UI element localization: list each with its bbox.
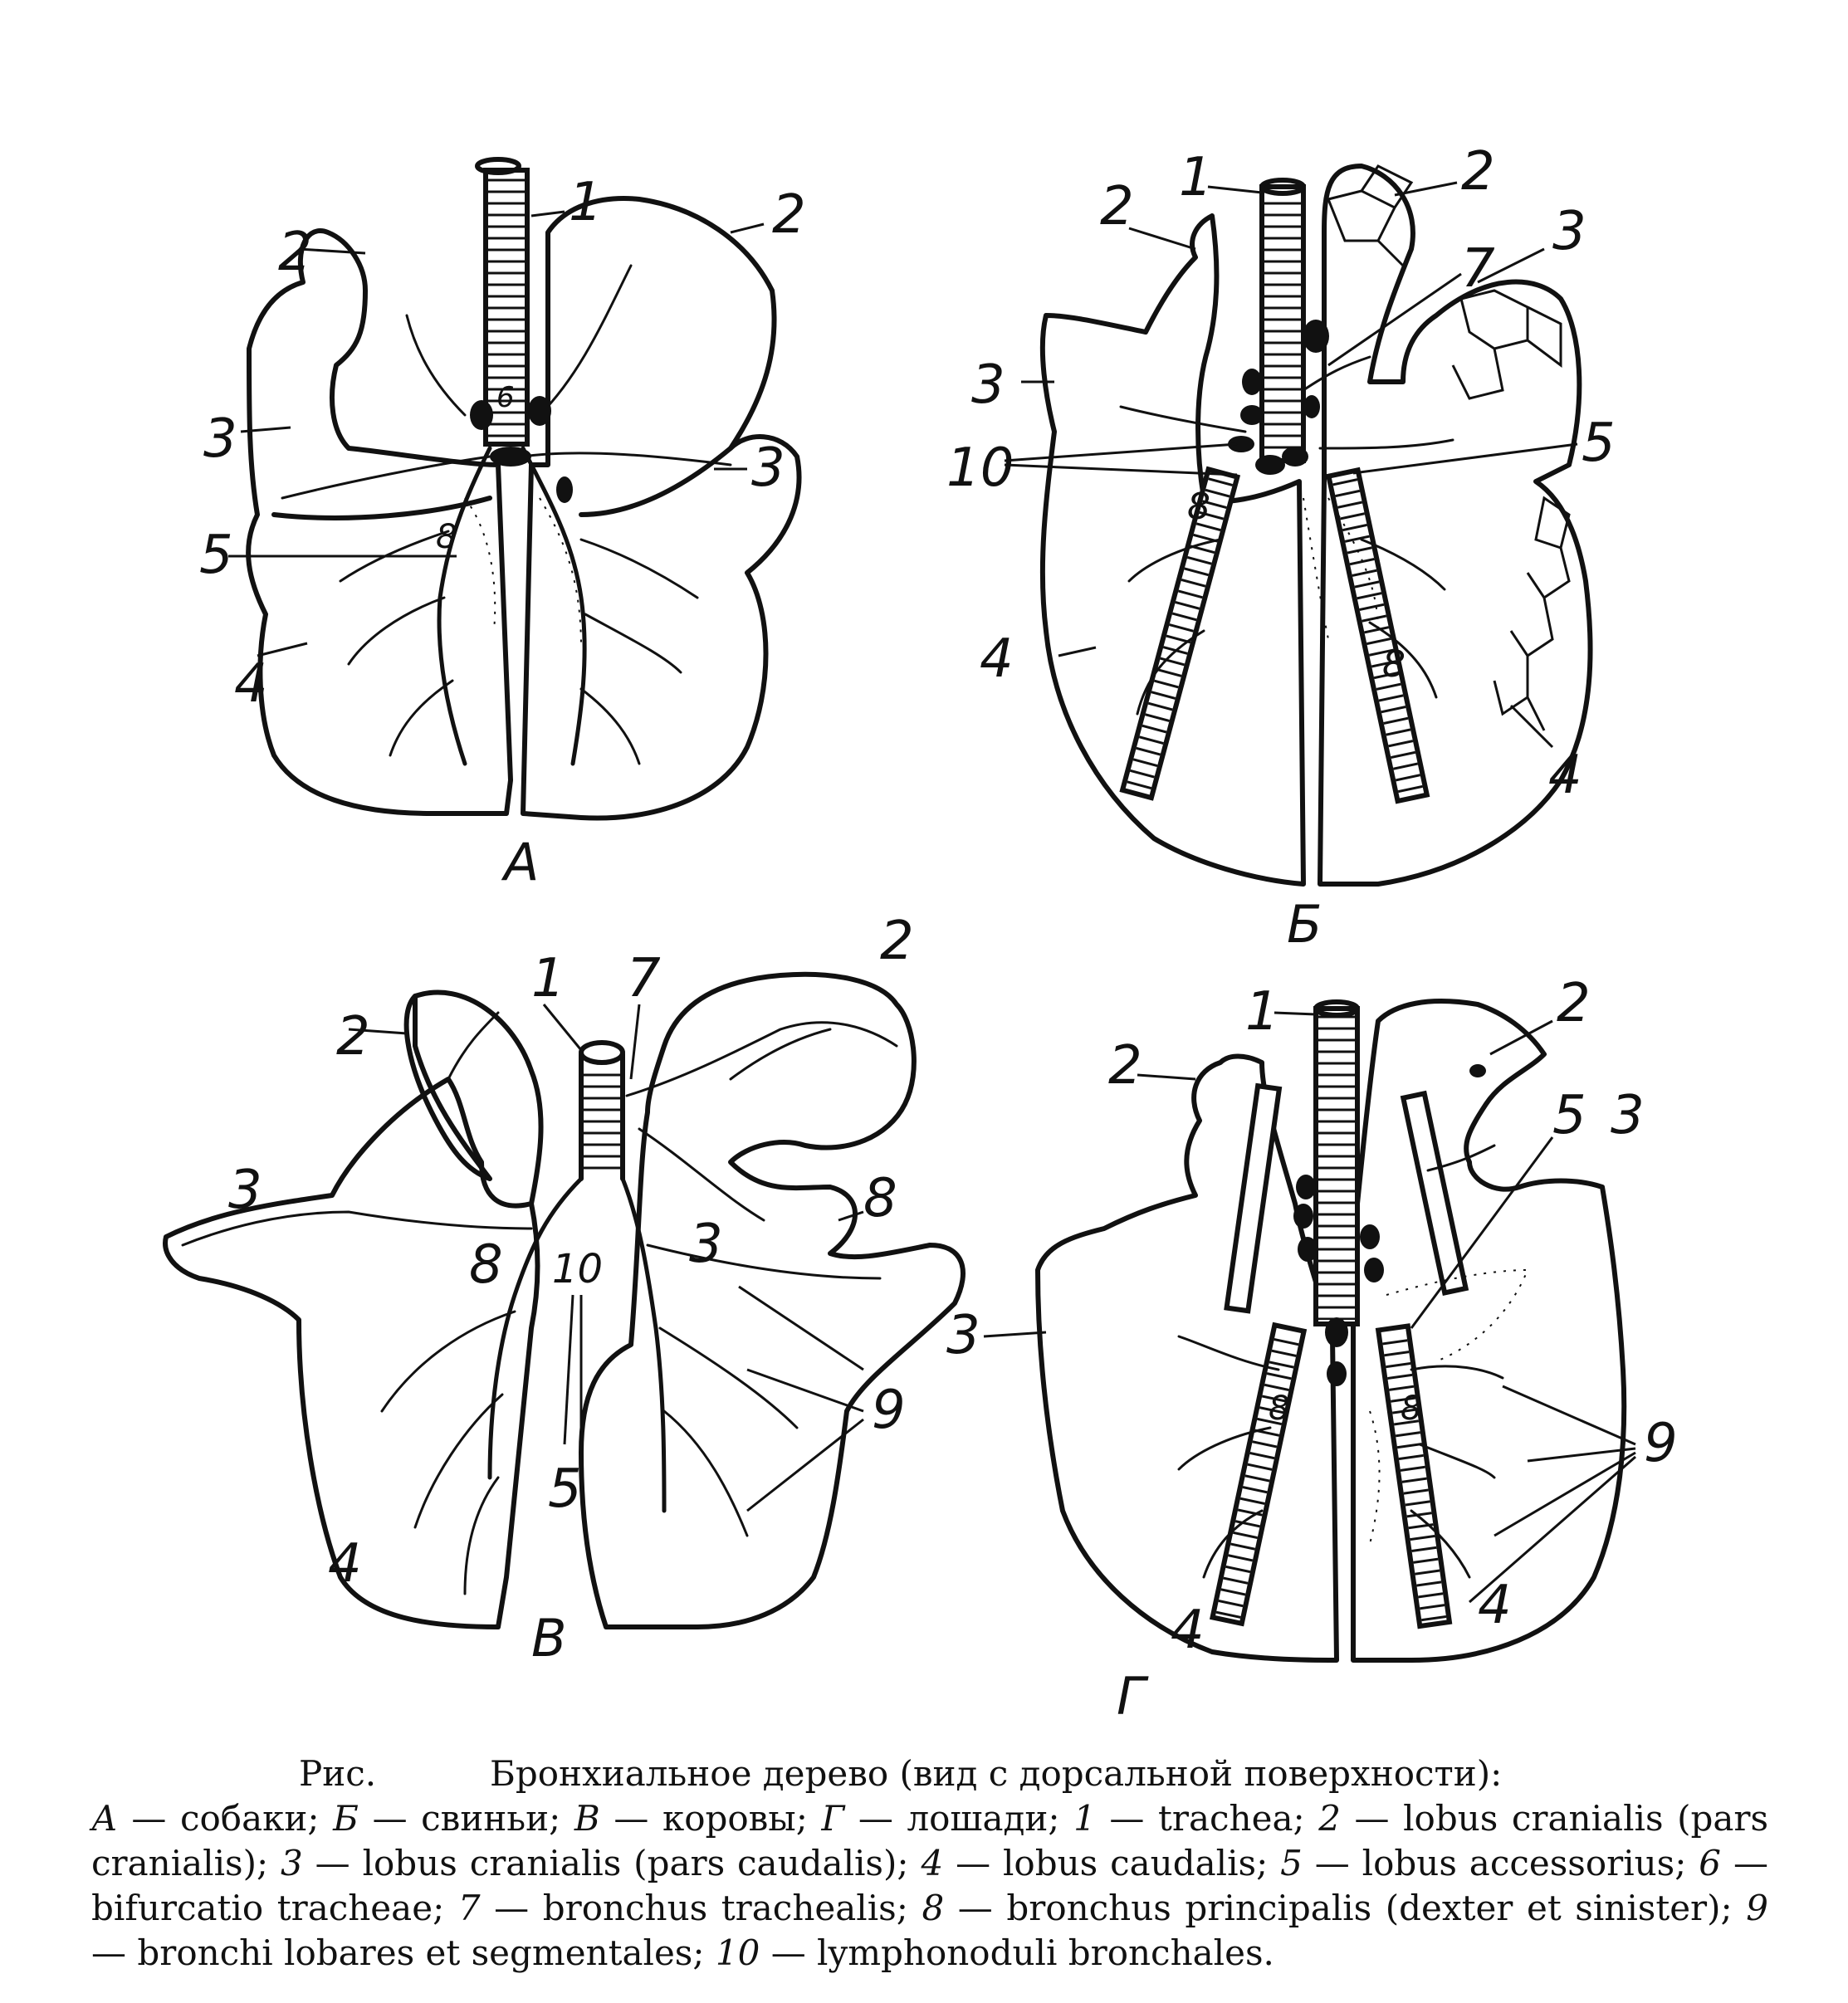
panel-d-letter: Г [1117, 1666, 1146, 1727]
panel-c-label-2-left: 2 [336, 1006, 370, 1067]
panel-c-label-9: 9 [872, 1380, 906, 1441]
panel-c-label-8-left: 8 [469, 1234, 503, 1296]
panel-a-dog [199, 159, 806, 892]
legend-text-8: bronchus principalis (dexter et sinister) [1006, 1888, 1721, 1928]
legend-text-4: lobus caudalis [1002, 1843, 1257, 1883]
panel-b-label-3-right: 3 [1552, 201, 1586, 262]
panel-a-label-5: 5 [199, 525, 233, 586]
legend-text-10: lymphonoduli bronchales [817, 1932, 1264, 1973]
panel-c-label-3-left: 3 [228, 1160, 262, 1221]
panel-b-label-8-right: 8 [1382, 643, 1406, 686]
legend-key-4: 4 [921, 1843, 944, 1883]
panel-b-label-5: 5 [1582, 413, 1616, 474]
legend-text-1: trachea [1158, 1798, 1293, 1839]
panel-c-label-7: 7 [627, 948, 661, 1009]
legend-text-b: свиньи [421, 1798, 550, 1839]
panel-c-lung-outline [165, 975, 963, 1627]
caption-legend: А — собаки; Б — свиньи; В — коровы; Г — лошади; 1 — trachea; 2 — lobus cranialis (pars cranialis); 3 — lobus cranialis (pars caudalis); 4 — lobus caudalis; 5 — lobus accessorius; 6 — bifurcatio tracheae; 7 — bronchus trachealis; 8 — bronchus principalis (dexter et sinister); 9 — bronchi lobares et segmentales; 10 — lymphonoduli bronchales. [91, 1798, 1769, 1973]
legend-text-7: bronchus trachealis [542, 1888, 897, 1928]
panel-c-label-2-right: 2 [880, 911, 914, 972]
panel-d-label-3-left: 3 [946, 1305, 980, 1366]
panel-a-label-3-right: 3 [751, 437, 785, 499]
legend-text-a: собаки [179, 1798, 308, 1839]
panel-c-label-1: 1 [531, 948, 565, 1009]
panel-d-label-8-right: 8 [1401, 1390, 1422, 1428]
panel-d-label-4-left: 4 [1171, 1600, 1205, 1661]
legend-text-2: lobus cranialis (pars cranialis) [91, 1798, 1769, 1883]
panel-a-label-2-right: 2 [772, 184, 806, 246]
legend-text-5: lobus accessorius [1362, 1843, 1675, 1883]
panel-d-label-5: 5 [1552, 1085, 1586, 1146]
panel-b-label-2-right: 2 [1461, 141, 1495, 203]
panel-d-label-1: 1 [1245, 981, 1279, 1043]
legend-text-6: bifurcatio tracheae [91, 1888, 433, 1928]
legend-text-3: lobus cranialis (pars caudalis) [362, 1843, 897, 1883]
panel-b-letter: Б [1287, 894, 1322, 955]
panel-a-label-8: 8 [436, 518, 457, 556]
panel-b-label-10: 10 [946, 437, 1014, 499]
panel-c-label-3-right: 3 [689, 1214, 723, 1275]
panel-d-label-8-left: 8 [1269, 1390, 1290, 1428]
legend-text-c: коровы [662, 1798, 796, 1839]
panel-d-horse [946, 973, 1678, 1727]
legend-key-7: 7 [457, 1888, 481, 1928]
panel-c-label-8-right: 8 [863, 1168, 897, 1229]
panel-d-label-3-right: 3 [1611, 1085, 1645, 1146]
panel-d-leaders [984, 1013, 1635, 1602]
panel-d-label-2-right: 2 [1557, 973, 1591, 1034]
legend-key-a: А [91, 1798, 118, 1839]
caption-title-line [91, 1751, 1768, 1796]
legend-key-6: 6 [1699, 1843, 1722, 1883]
legend-key-3: 3 [281, 1843, 303, 1883]
panel-b-label-1: 1 [1179, 147, 1213, 208]
panel-b-trachea-rings [1264, 191, 1301, 457]
panel-d-label-2-left: 2 [1108, 1035, 1142, 1097]
legend-text-d: лошади [907, 1798, 1049, 1839]
figure-caption [91, 1751, 1768, 1976]
panel-d-label-9: 9 [1644, 1413, 1678, 1474]
panel-b-label-8-left: 8 [1187, 486, 1210, 528]
panel-c-cow [165, 911, 963, 1668]
panel-b-label-2-left: 2 [1100, 176, 1134, 237]
panel-b-label-4-left: 4 [980, 628, 1014, 690]
panel-a-label-3-left: 3 [203, 408, 237, 470]
legend-key-10: 10 [715, 1932, 760, 1973]
panel-a-label-6: 6 [496, 381, 515, 414]
panel-a-accessory-lobe [465, 498, 581, 647]
caption-title: Бронхиальное дерево (вид с дорсальной поверхности): [490, 1753, 1503, 1794]
panel-c-letter: В [531, 1608, 567, 1668]
legend-key-1: 1 [1073, 1798, 1096, 1839]
caption-prefix: Рис. [299, 1753, 377, 1794]
panel-c-trachea [581, 1043, 623, 1179]
legend-text-9: bronchi lobares et segmentales [137, 1932, 693, 1973]
panel-a-letter: А [504, 832, 540, 892]
panel-a-label-1: 1 [569, 172, 603, 233]
panel-c-label-4: 4 [328, 1533, 362, 1595]
panel-d-label-4-right: 4 [1478, 1575, 1512, 1636]
legend-key-b: Б [333, 1798, 359, 1839]
panel-b-label-4-right: 4 [1548, 745, 1582, 806]
legend-key-d: Г [821, 1798, 845, 1839]
panel-a-label-2-left: 2 [278, 222, 312, 283]
panel-b-label-3-left: 3 [971, 354, 1005, 416]
panel-a-label-4: 4 [234, 653, 268, 715]
panel-c-label-5: 5 [548, 1458, 582, 1520]
legend-key-9: 9 [1746, 1888, 1768, 1928]
legend-key-8: 8 [922, 1888, 945, 1928]
legend-key-5: 5 [1280, 1843, 1303, 1883]
panel-c-label-10: 10 [552, 1246, 604, 1292]
panel-b-label-7: 7 [1461, 238, 1495, 300]
legend-key-c: В [574, 1798, 600, 1839]
legend-key-2: 2 [1318, 1798, 1341, 1839]
panel-d-trachea-rings [1318, 1013, 1355, 1320]
panel-b-pig [946, 141, 1616, 955]
